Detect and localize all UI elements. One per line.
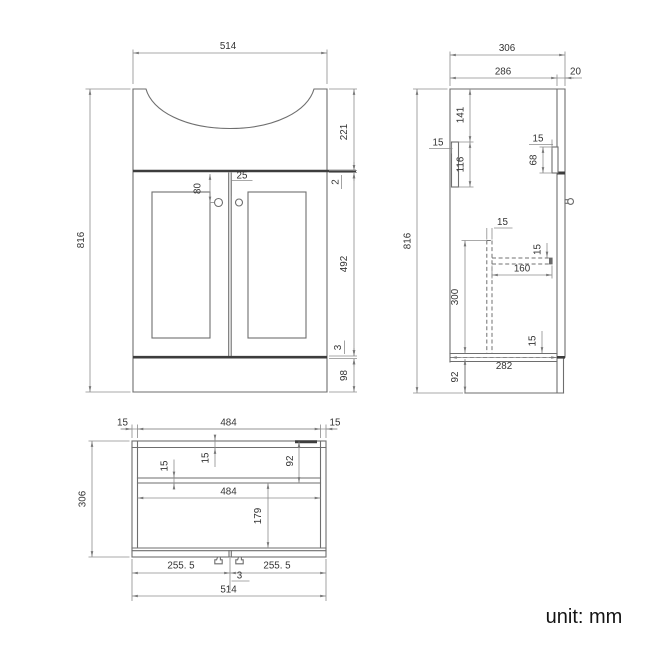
dim-bracket-height: 116 bbox=[455, 156, 467, 173]
door-divider bbox=[229, 173, 232, 356]
plan-outline bbox=[132, 441, 326, 557]
hinge-plate bbox=[552, 147, 558, 173]
dim-carcass-depth: 286 bbox=[494, 66, 512, 78]
dim-bracket-width: 15 bbox=[432, 137, 444, 149]
dim-partition-width: 15 bbox=[497, 217, 508, 228]
dim-wall-left: 15 bbox=[117, 417, 128, 429]
dim-plan-depth: 306 bbox=[77, 490, 89, 508]
dim-plan-width: 514 bbox=[220, 584, 237, 596]
knob-side bbox=[568, 199, 574, 205]
plan-knob-left bbox=[215, 557, 222, 564]
dim-basin-height: 221 bbox=[339, 123, 350, 141]
dim-handle-spacing: 25 bbox=[236, 170, 248, 182]
dim-plan-shelf: 15 bbox=[159, 460, 171, 472]
dim-plan-gap: 3 bbox=[236, 570, 243, 582]
side-view bbox=[403, 43, 583, 393]
dim-door-thickness: 20 bbox=[570, 66, 581, 78]
partition-hidden bbox=[487, 241, 492, 354]
dim-front-height: 816 bbox=[76, 231, 87, 249]
dim-door-right: 255. 5 bbox=[263, 560, 291, 572]
unit-label: unit: mm bbox=[545, 606, 623, 628]
dim-door-height: 492 bbox=[339, 255, 350, 273]
plan-knob-right bbox=[236, 557, 243, 564]
knob-right bbox=[236, 199, 243, 206]
dim-bottom-depth: 282 bbox=[495, 361, 513, 372]
dim-partition-height: 300 bbox=[450, 288, 461, 306]
dim-door-left: 255. 5 bbox=[167, 560, 195, 572]
dim-plinth-height: 98 bbox=[339, 370, 350, 381]
dim-inner-depth: 179 bbox=[253, 507, 264, 525]
dim-side-plinth: 92 bbox=[450, 371, 461, 383]
dim-hinge-height: 68 bbox=[528, 154, 540, 166]
dim-front-width: 514 bbox=[219, 41, 237, 52]
dim-wall-right: 15 bbox=[329, 417, 341, 429]
dim-bottom-thickness: 15 bbox=[527, 335, 539, 347]
dim-shelf-thickness: 15 bbox=[532, 244, 544, 255]
dim-handle-offset: 80 bbox=[192, 183, 204, 194]
dim-back-wall: 15 bbox=[200, 452, 212, 464]
dim-hinge-width: 15 bbox=[532, 133, 544, 145]
dim-bracket-offset: 141 bbox=[455, 106, 467, 124]
front-view bbox=[76, 41, 357, 392]
door-panel-right bbox=[248, 192, 306, 338]
dim-inner-width: 484 bbox=[220, 486, 237, 498]
dim-door-gap: 3 bbox=[333, 344, 344, 351]
dim-right-offset: 92 bbox=[285, 455, 296, 467]
shelf-end-cap bbox=[549, 258, 553, 265]
knob-left bbox=[215, 199, 223, 207]
dim-shelf-depth: 160 bbox=[513, 263, 531, 275]
dim-worktop-edge: 2 bbox=[330, 179, 342, 185]
plan-view bbox=[78, 418, 341, 602]
dim-inner-width-top: 484 bbox=[220, 417, 237, 429]
basin-curve bbox=[133, 89, 327, 129]
dim-side-depth: 306 bbox=[498, 43, 516, 54]
door-panel-left bbox=[152, 192, 210, 338]
dim-side-height: 816 bbox=[402, 232, 414, 250]
